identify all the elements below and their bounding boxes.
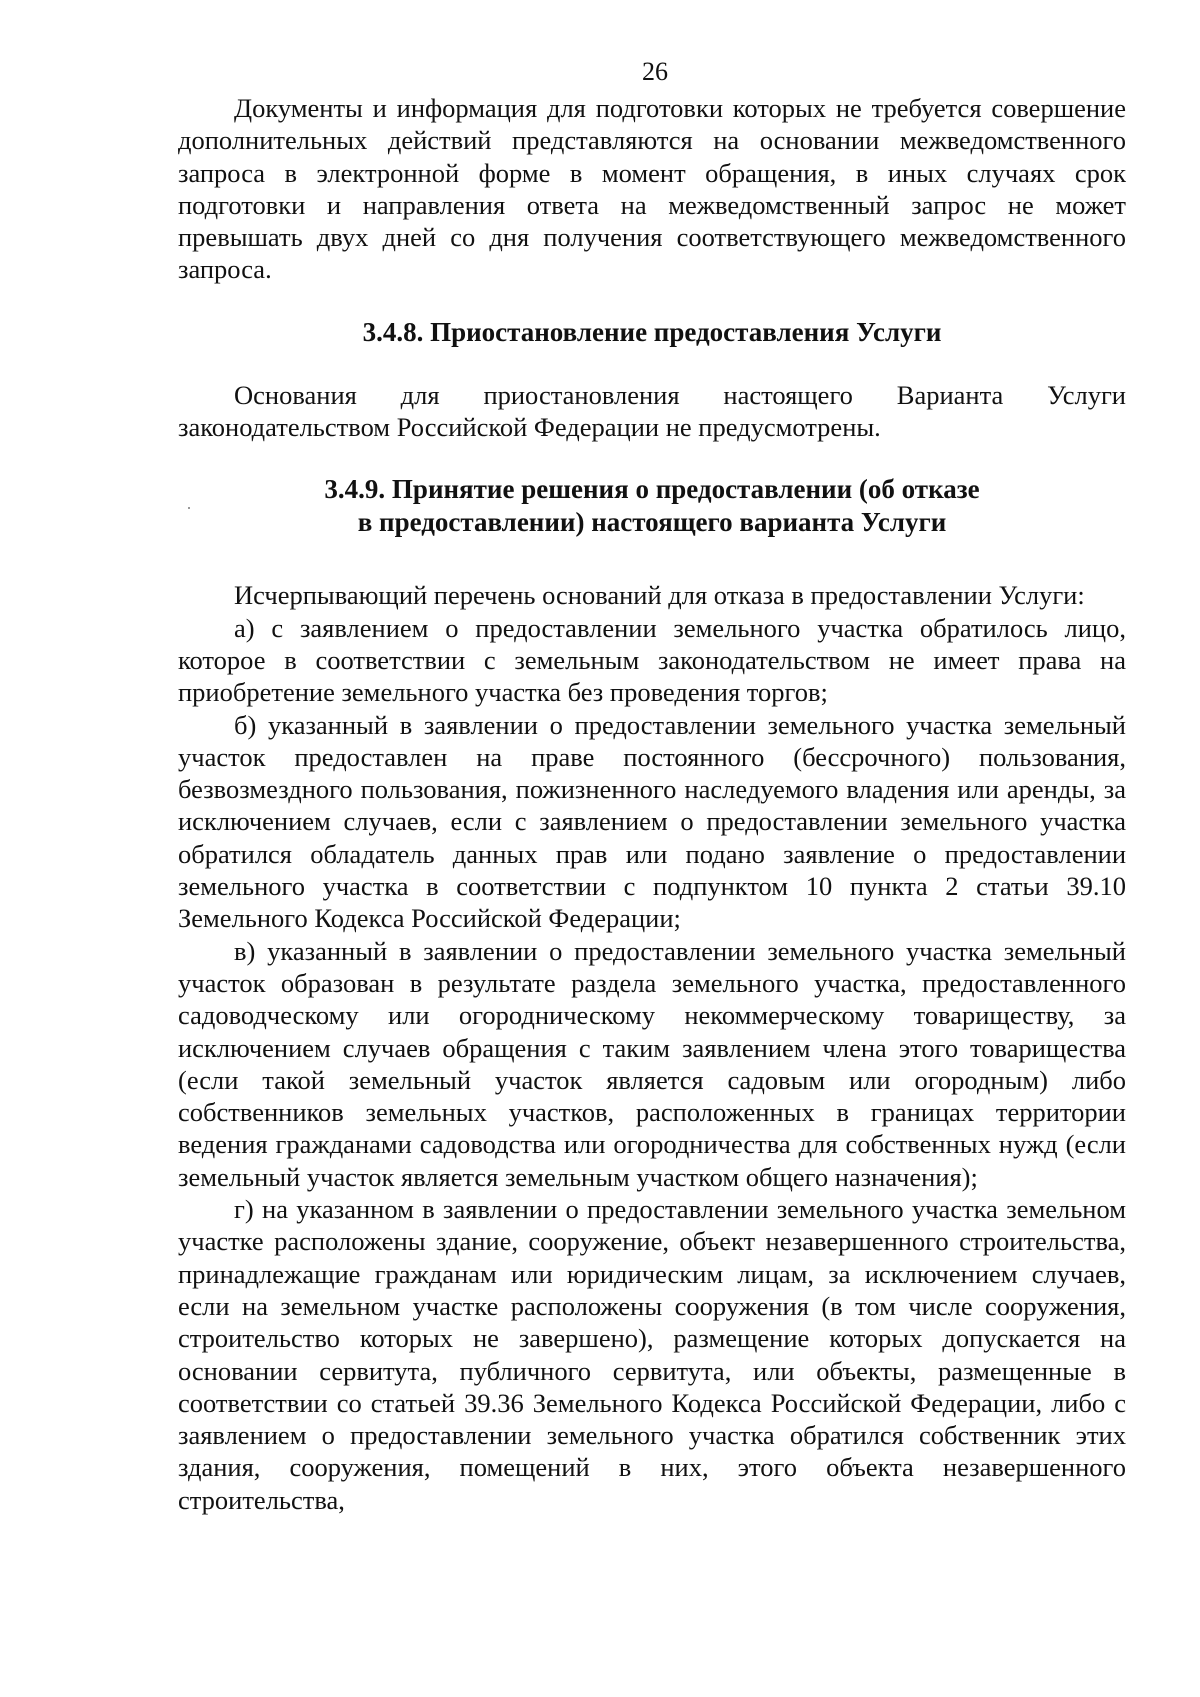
section-3-4-8-text: Основания для приостановления настоящего Варианта Услуги законодательством Российской Федерации не предусмотрены. [178, 379, 1126, 443]
section-heading-3-4-8: 3.4.8. Приостановление предоставления Услуги [362, 316, 942, 347]
section-heading-3-4-9-line-2: в предоставлении) настоящего варианта Услуги [357, 507, 947, 538]
intro-paragraph: Документы и информация для подготовки которых не требуется совершение дополнительных действий представляются на основании межведомственного запроса в электронной форме в момент обращения, в иных случаях срок подготовки и направления ответа на межведомственный запрос не может превышать двух дней со дня получения соответствующего межведомственного запроса. [178, 93, 1126, 285]
list-item-b: б) указанный в заявлении о предоставлении земельного участка земельный участок предоставлен на праве постоянного (бессрочного) пользования, безвозмездного пользования, пожизненного наследуемого владения или аренды, за исключением случаев, если с заявлением о предоставлении земельного участка обратился обладатель данных прав или подано заявление о предоставлении земельного участка в соответствии с подпунктом 10 пункта 2 статьи 39.10 Земельного Кодекса Российской Федерации; [178, 709, 1126, 934]
page-number: 26 [642, 57, 668, 86]
scan-speck [188, 507, 190, 509]
section-heading-3-4-9-line-1: 3.4.9. Принятие решения о предоставлении (об отказе [324, 474, 980, 505]
section-heading-3-4-9 [178, 473, 1126, 539]
list-item-g: г) на указанном в заявлении о предоставлении земельного участка земельном участке расположены здание, сооружение, объект незавершенного строительства, принадлежащие гражданам или юридическим лицам, за исключением случаев, если на земельном участке расположены сооружения (в том числе сооружения, строительство которых не завершено), размещение которых допускается на основании сервитута, публичного сервитута, или объекты, размещенные в соответствии со статьей 39.36 Земельного Кодекса Российской Федерации, либо с заявлением о предоставлении земельного участка обратился собственник этих здания, сооружения, помещений в них, этого объекта незавершенного строительства, [178, 1194, 1126, 1515]
section-3-4-9-lead: Исчерпывающий перечень оснований для отказа в предоставлении Услуги: [234, 580, 1085, 611]
document-page [178, 52, 1126, 1516]
list-item-a: а) с заявлением о предоставлении земельного участка обратилось лицо, которое в соответствии с земельным законодательством не имеет права на приобретение земельного участка без проведения торгов; [178, 612, 1126, 708]
list-item-v: в) указанный в заявлении о предоставлении земельного участка земельный участок образован в результате раздела земельного участка, предоставленного садоводческому или огородническому некоммерческому товариществу, за исключением случаев обращения с таким заявлением члена этого товарищества (если такой земельный участок является садовым или огородным) либо собственников земельных участков, расположенных в границах территории ведения гражданами садоводства или огородничества для собственных нужд (если земельный участок является земельным участком общего назначения); [178, 935, 1126, 1192]
